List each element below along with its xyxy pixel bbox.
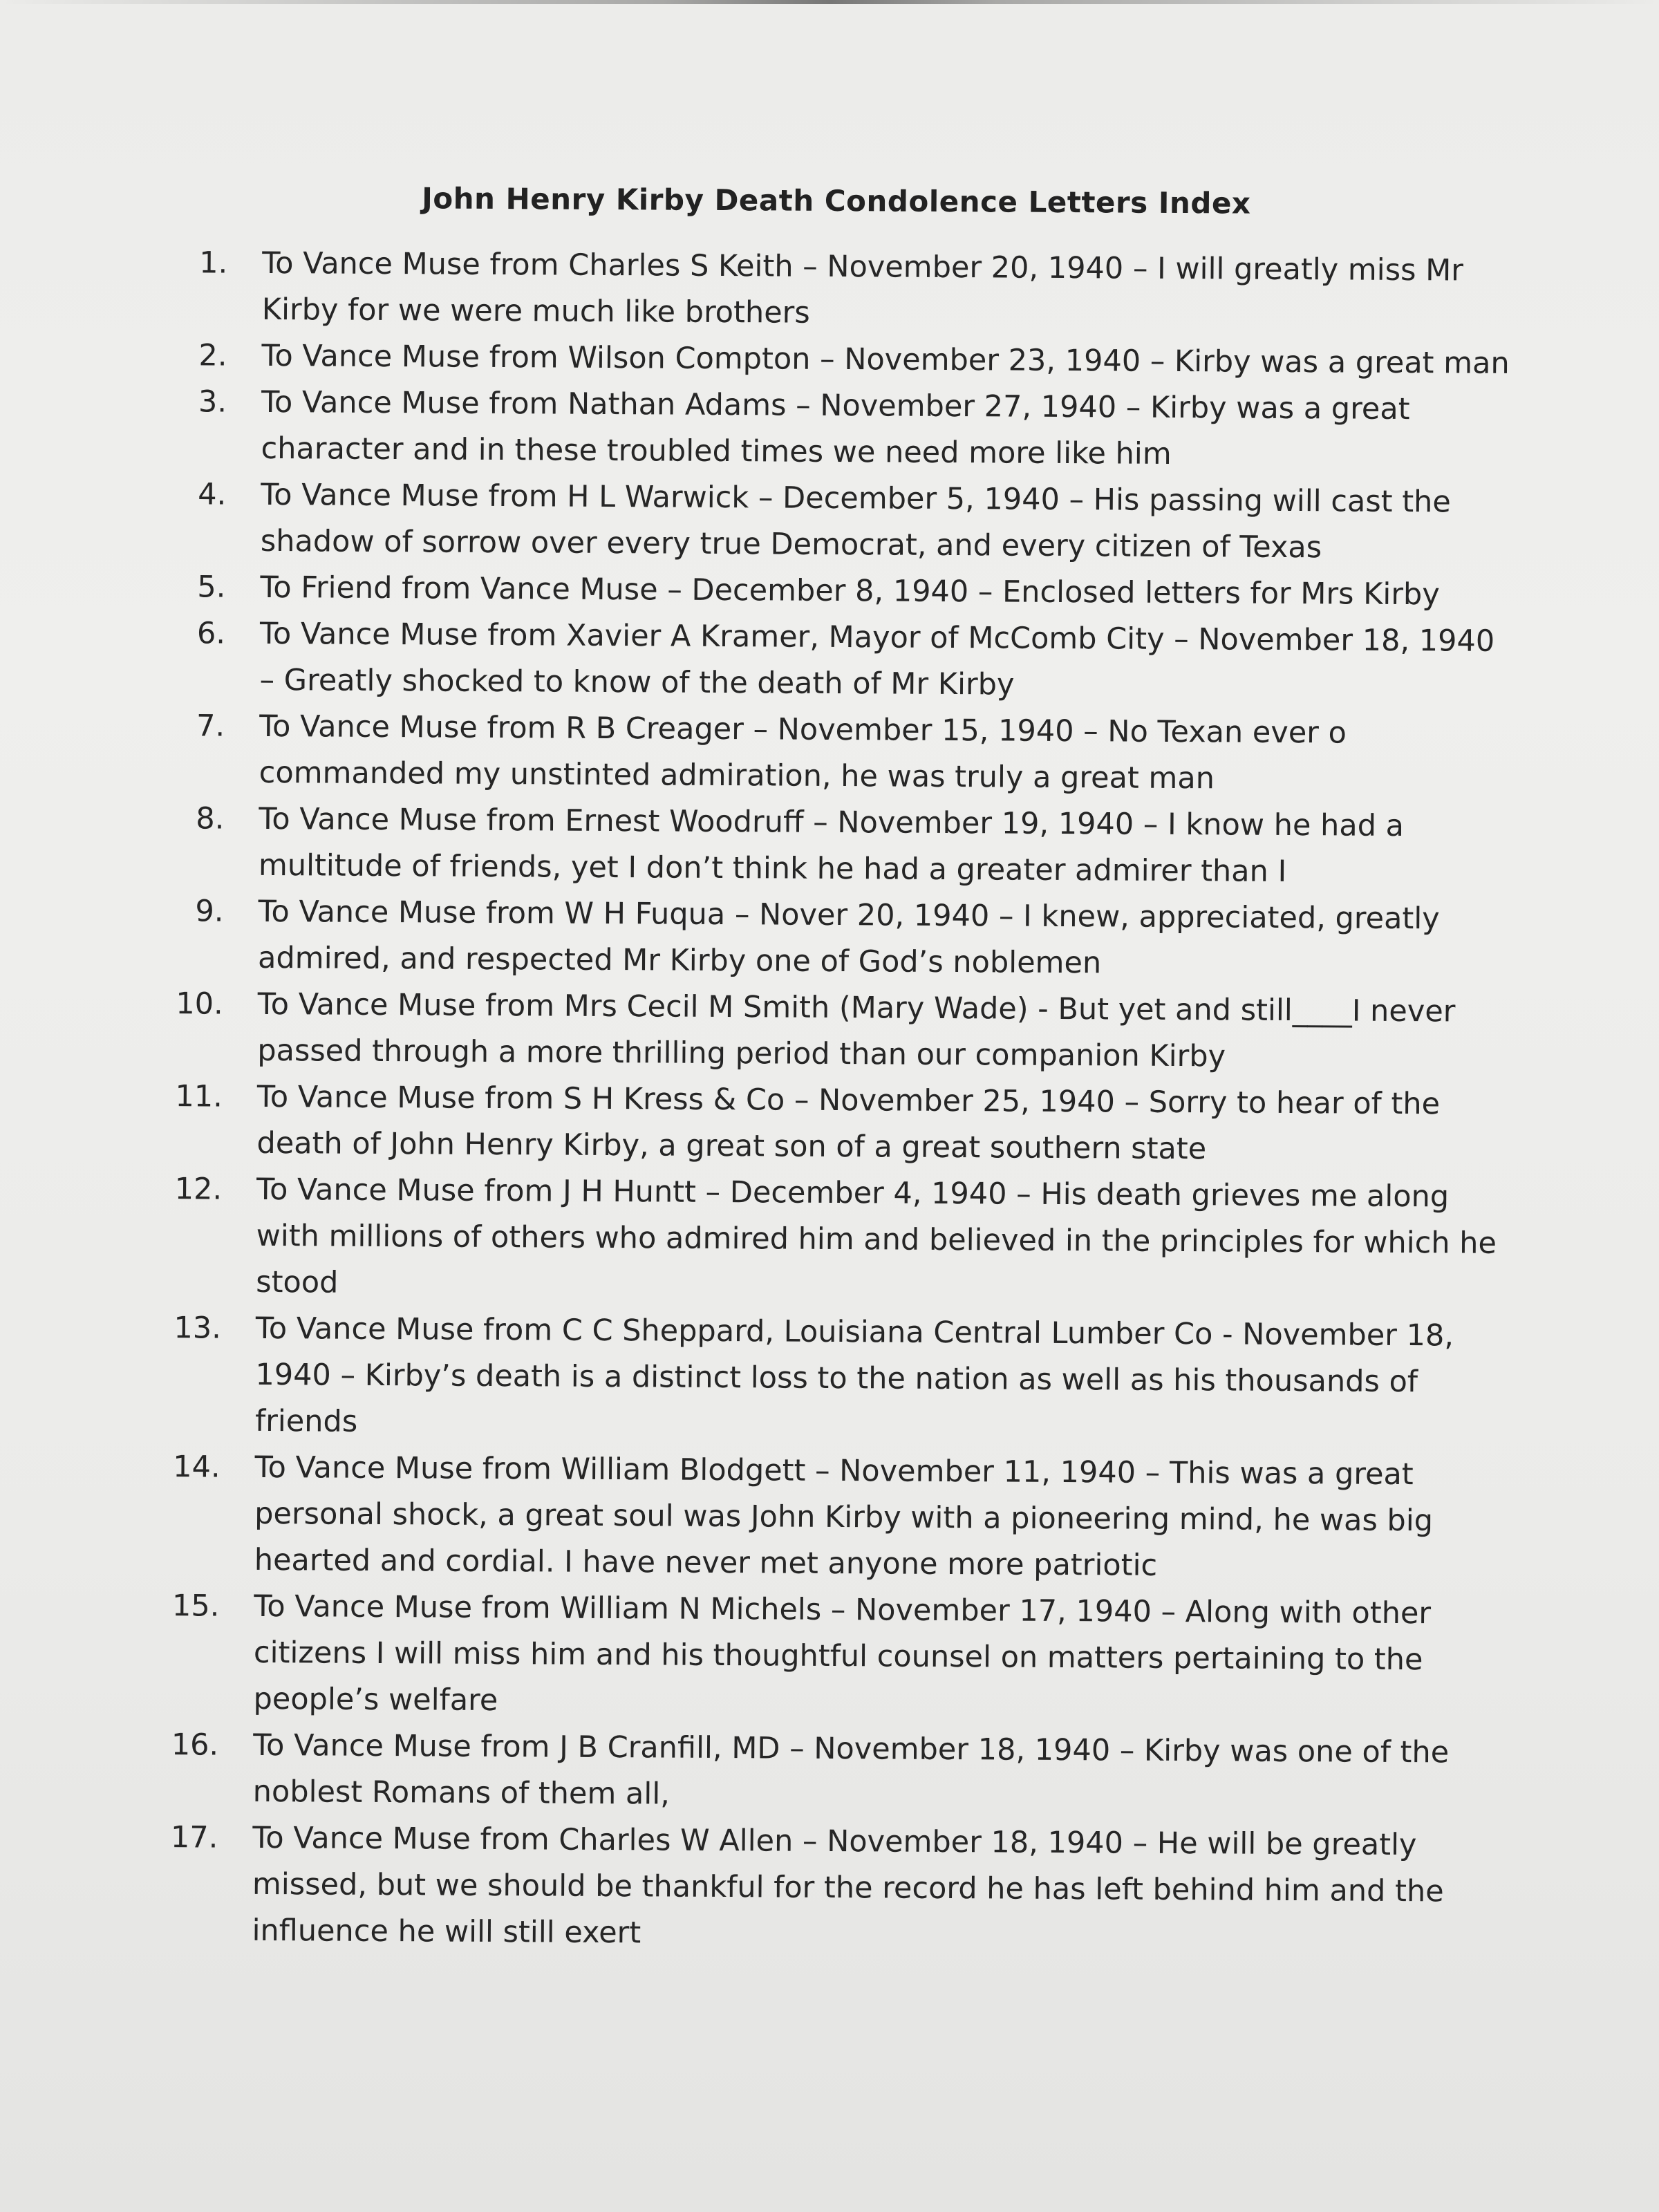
list-item: [156, 564, 1511, 619]
list-item: [154, 888, 1510, 989]
item-number: 8.: [196, 801, 225, 836]
letters-index-list: [148, 240, 1513, 1962]
item-number: 1.: [199, 245, 228, 281]
list-item: [153, 1074, 1508, 1174]
list-item: [151, 1305, 1507, 1452]
document-sheet: [148, 180, 1514, 1962]
item-text: To Vance Muse from S H Kress & Co – November 25, 1940 – Sorry to hear of the death of John Henry Kirby, a great son of a great southern state: [256, 1079, 1441, 1167]
item-number: 9.: [195, 894, 224, 929]
item-text: To Vance Muse from Wilson Compton – November 23, 1940 – Kirby was a great man: [261, 338, 1510, 381]
item-number: 5.: [197, 570, 226, 605]
list-item: [157, 471, 1512, 572]
item-text: To Friend from Vance Muse – December 8, 1940 – Enclosed letters for Mrs Kirby: [260, 570, 1440, 612]
item-text: To Vance Muse from J H Huntt – December 4, 1940 – His death grieves me along with millions of others who admired him and believed in the principles for which he stood: [256, 1172, 1497, 1300]
list-item: [153, 981, 1509, 1082]
item-text: To Vance Muse from H L Warwick – December 5, 1940 – His passing will cast the shadow of sorrow over every true Democrat, and every citizen of Texas: [260, 477, 1452, 565]
list-item: [148, 1815, 1503, 1962]
item-text: To Vance Muse from J B Cranfill, MD – November 18, 1940 – Kirby was one of the noblest Romans of them all,: [252, 1727, 1450, 1812]
list-item: [149, 1722, 1505, 1823]
list-item: [158, 332, 1512, 387]
item-text: To Vance Muse from William Blodgett – November 11, 1940 – This was a great personal shock, a great soul was John Kirby with a pioneering mind, he was big hearted and cordial. I have never met anyone more patriotic: [254, 1450, 1434, 1583]
item-number: 14.: [173, 1450, 221, 1485]
item-number: 13.: [174, 1311, 222, 1346]
document-title: John Henry Kirby Death Condolence Letters Index: [422, 181, 1251, 221]
item-text: To Vance Muse from Charles W Allen – November 18, 1940 – He will be greatly missed, but we should be thankful for the record he has left behind him and the influence he will still exert: [252, 1820, 1444, 1951]
item-text: To Vance Muse from W H Fuqua – Nover 20, 1940 – I knew, appreciated, greatly admired, and respected Mr Kirby one of God’s noblemen: [257, 894, 1440, 981]
list-item: [156, 703, 1511, 804]
list-item: [152, 1166, 1508, 1313]
item-number: 10.: [176, 986, 223, 1022]
item-number: 11.: [175, 1079, 223, 1114]
item-text: To Vance Muse from R B Creager – November 15, 1940 – No Texan ever o commanded my unstinted admiration, he was truly a great man: [259, 709, 1347, 796]
list-item: [149, 1583, 1505, 1730]
item-number: 12.: [174, 1172, 223, 1207]
item-number: 15.: [171, 1588, 220, 1624]
item-text: To Vance Muse from Charles S Keith – November 20, 1940 – I will greatly miss Mr Kirby for we were much like brothers: [261, 245, 1464, 330]
item-number: 7.: [196, 709, 225, 744]
item-number: 17.: [170, 1820, 218, 1855]
page-top-edge: [0, 0, 1659, 4]
item-text: To Vance Muse from C C Sheppard, Louisiana Central Lumber Co - November 18, 1940 – Kirby’s death is a distinct loss to the nation as well as his thousands of friends: [254, 1311, 1454, 1439]
item-text: To Vance Muse from Ernest Woodruff – November 19, 1940 – I know he had a multitude of friends, yet I don’t think he had a greater admirer than I: [258, 801, 1405, 889]
item-number: 4.: [198, 477, 227, 512]
list-item: [158, 240, 1514, 341]
item-number: 2.: [198, 338, 227, 373]
list-item: [156, 610, 1511, 711]
item-number: 16.: [171, 1727, 219, 1763]
item-number: 6.: [196, 616, 226, 651]
item-text: To Vance Muse from Xavier A Kramer, Mayor of McComb City – November 18, 1940 – Greatly shocked to know of the death of Mr Kirby: [259, 616, 1495, 702]
item-text: To Vance Muse from William N Michels – November 17, 1940 – Along with other citizens I will miss him and his thoughtful counsel on matters pertaining to the people’s welfare: [253, 1588, 1432, 1718]
item-number: 3.: [198, 384, 227, 420]
list-item: [151, 1444, 1506, 1591]
item-text: To Vance Muse from Mrs Cecil M Smith (Mary Wade) - But yet and still____I never passed through a more thrilling period than our companion Kirby: [257, 986, 1456, 1074]
item-text: To Vance Muse from Nathan Adams – November 27, 1940 – Kirby was a great character and in these troubled times we need more like him: [261, 384, 1410, 471]
list-item: [155, 796, 1510, 897]
list-item: [157, 379, 1512, 480]
